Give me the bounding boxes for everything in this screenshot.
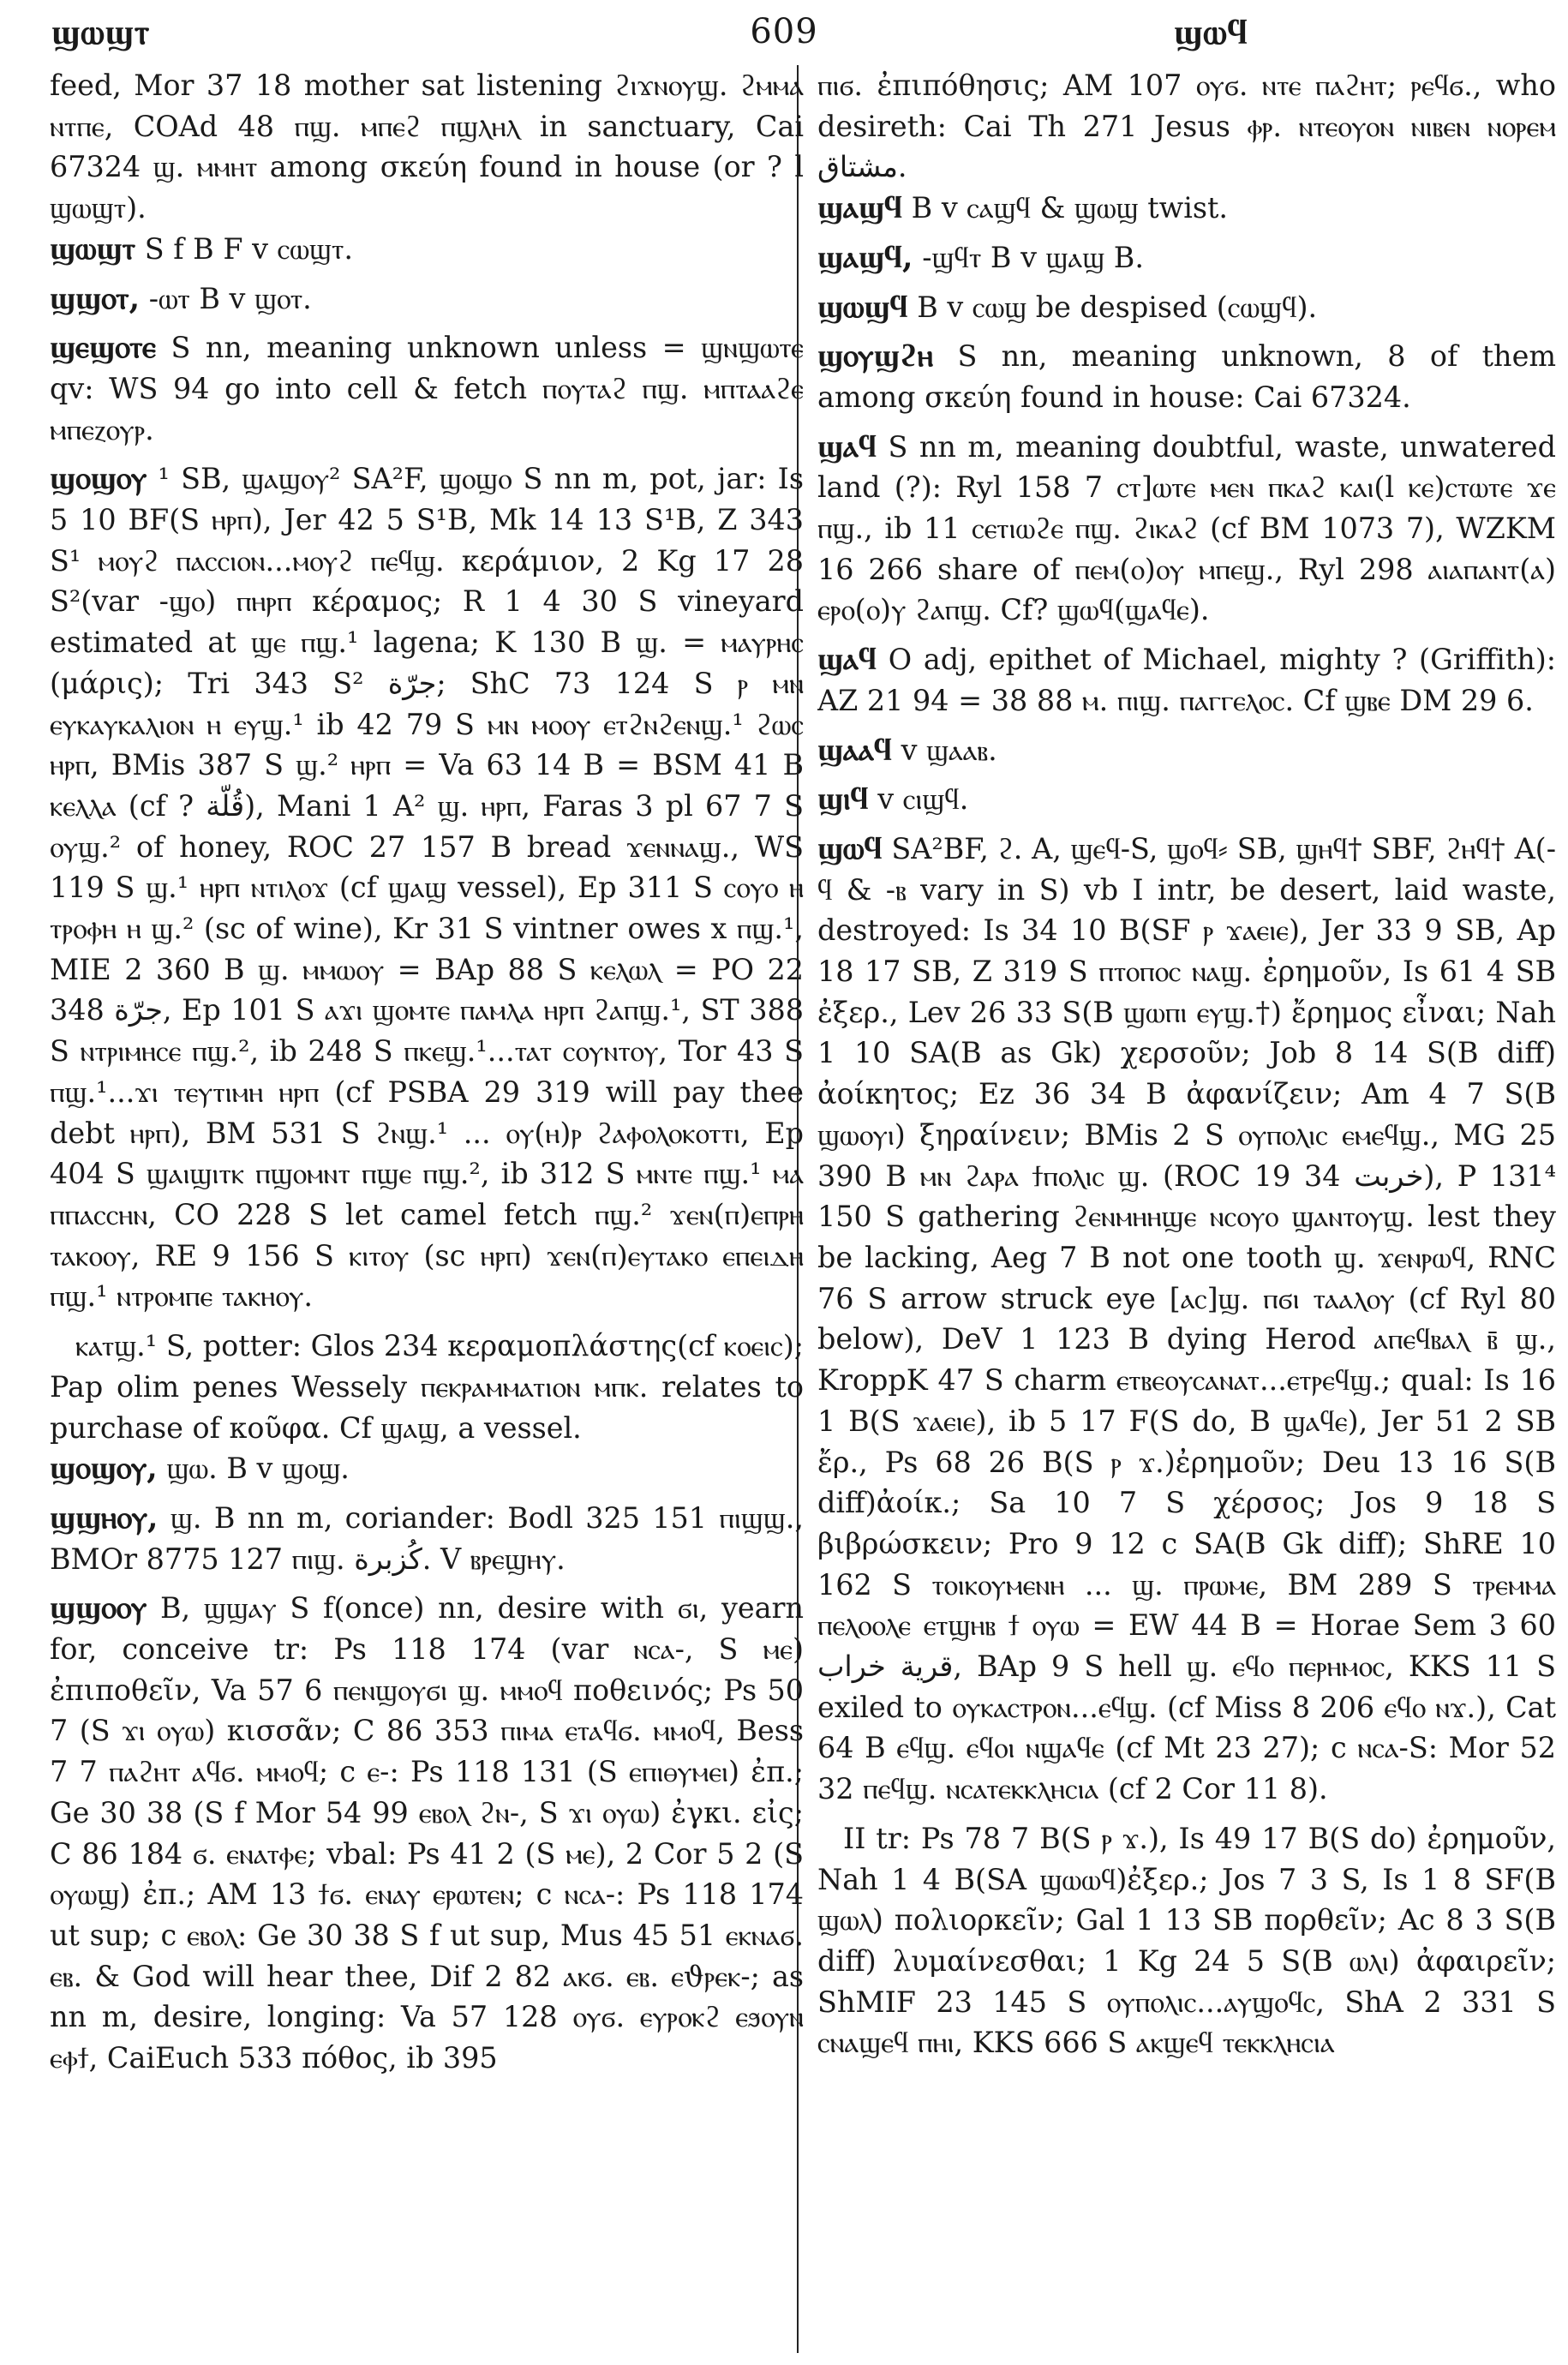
entry-headword: ϣⲱϥ xyxy=(817,829,883,866)
dictionary-entry xyxy=(817,65,1556,188)
page-header xyxy=(0,7,1568,58)
entry-text: B v ⲥⲁϣϥ & ϣⲱϣ twist. xyxy=(911,191,1229,225)
entry-headword: ϣⲁϥ xyxy=(817,428,877,464)
dictionary-entry xyxy=(817,730,1556,771)
entry-text: B, ϣϣⲁⲩ S f(once) nn, desire with ϭⲓ, yearn for, conceive tr: Ps 118 174 (var ⲛⲥⲁ-, S ⲙⲉ) ἐπιποθεῖν, Va 57 6 ⲡⲉⲛϣⲟⲩϭⲓ ϣ. ⲙⲙⲟϥ ποθεινός; Ps 50 7 (S ϫⲓ ⲟⲩⲱ) κισσᾶν; C 86 353 ⲡⲓⲙⲁ ⲉⲧⲁϥϭ. ⲙⲙⲟϥ, Bess 7 7 ⲡⲁϩⲏⲧ ⲁϥϭ. ⲙⲙⲟϥ; c ⲉ-: Ps 118 131 (S ⲉⲡⲓⲑⲩⲙⲉⲓ) ἐπ.; Ge 30 38 (S f Mor 54 99 ⲉⲃⲟⲗ ϩⲛ-, S ϫⲓ ⲟⲩⲱ) ἐγκι. εἰς; C 86 184 ϭ. ⲉⲛⲁⲧⲫⲉ; vbal: Ps 41 2 (S ⲙⲉ), 2 Cor 5 2 (S ⲟⲩⲱϣ) ἐπ.; AM 13 ϯϭ. ⲉⲛⲁⲩ ⲉⲣⲱⲧⲉⲛ; c ⲛⲥⲁ-: Ps 118 174 ut sup; c ⲉⲃⲟⲗ: Ge 30 38 S f ut sup, Mus 45 51 ⲉⲕⲛⲁϭ. ⲉⲃ. & God will hear thee, Dif 2 82 ⲁⲕϭ. ⲉⲃ. ⲉϑⲣⲉⲕ-; as nn m, desire, longing: Va 57 128 ⲟⲩϭ. ⲉⲩⲣⲟⲕϩ ⲉϧⲟⲩⲛ ⲉⲫϯ, CaiEuch 533 πόθος, ib 395 xyxy=(50,1591,804,2075)
running-head-right: ϣⲱϥ xyxy=(1174,12,1248,52)
running-head-left: ϣⲱϣⲧ xyxy=(51,12,151,52)
dictionary-entry xyxy=(817,1818,1556,2063)
left-column xyxy=(50,65,804,2353)
dictionary-entry xyxy=(50,1588,804,2078)
entry-text: II tr: Ps 78 7 B(S ⲣ ϫ.), Is 49 17 B(S do) ἐρημοῦν, Nah 1 4 B(SA ϣⲱⲱϥ)ἐξερ.; Jos 7 3 S, Is 1 8 SF(B ϣⲱⲗ) πολιορκεῖν; Gal 1 13 SB πορθεῖν; Ac 8 3 S(B diff) λυμαίνεσθαι; 1 Kg 24 5 S(B ⲱⲗⲓ) ἀφαιρεῖν; ShMIF 23 145 S ⲟⲩⲡⲟⲗⲓⲥ...ⲁⲩϣⲟϥⲥ, ShA 2 331 S ⲥⲛⲁϣⲉϥ ⲡⲏⲓ, KKS 666 S ⲁⲕϣⲉϥ ⲧⲉⲕⲕⲗⲏⲥⲓⲁ xyxy=(817,1821,1556,2060)
entry-headword: ϣⲟϣⲟⲩ, xyxy=(50,1450,158,1487)
dictionary-entry xyxy=(50,1448,804,1489)
entry-headword: ϣϣⲟⲧ, xyxy=(50,279,141,316)
dictionary-entry xyxy=(817,779,1556,820)
entry-headword: ϣⲁⲁϥ xyxy=(817,731,893,768)
entry-text: O adj, epithet of Michael, mighty ? (Griffith): AZ 21 94 = 38 88 ⲙ. ⲡⲓϣ. ⲡⲁⲅⲅⲉⲗⲟⲥ. Cf ϣⲃⲉ DM 29 6. xyxy=(817,643,1556,717)
entry-text: S f B F v ⲥⲱϣⲧ. xyxy=(144,231,353,266)
dictionary-entry xyxy=(50,327,804,450)
entry-headword: ϣⲱϣⲧ xyxy=(50,230,136,266)
entry-text: SA²BF, ϩ. A, ϣⲉϥ-S, ϣⲟϥ⸗ SB, ϣⲏϥ† SBF, ϩⲏϥ† A(-ϥ & -ⲃ vary in S) vb I intr, be desert, laid waste, destroyed: Is 34 10 B(SF ⲣ ϫⲁⲉⲓⲉ), Jer 33 9 SB, Ap 18 17 SB, Z 319 S ⲡⲧⲟⲡⲟⲥ ⲛⲁϣ. ἐρημοῦν, Is 61 4 SB ἐξερ., Lev 26 33 S(B ϣⲱⲡⲓ ⲉⲩϣ.†) ἔρημος εἶναι; Nah 1 10 SA(B as Gk) χερσοῦν; Job 8 14 S(B diff) ἀοίκητος; Ez 36 34 B ἀφανίζειν; Am 4 7 S(B ϣⲱⲟⲩⲓ) ξηραίνειν; BMis 2 S ⲟⲩⲡⲟⲗⲓⲥ ⲉⲙⲉϥϣ., MG 25 390 B ⲙⲛ ϩⲁⲣⲁ ϯⲡⲟⲗⲓⲥ ϣ. (ROC 19 34 ﺧﺮﺑﺖ), P 131⁴ 150 S gathering ϩⲉⲛⲙⲏⲏϣⲉ ⲛⲥⲟⲩⲟ ϣⲁⲛⲧⲟⲩϣ. lest they be lacking, Aeg 7 B not one tooth ϣ. ϫⲉⲛⲣⲱϥ, RNC 76 S arrow struck eye [ⲁⲥ]ϣ. ⲡϭⲓ ⲧⲁⲁⲗⲟⲩ (cf Ryl 80 below), DeV 1 123 B dying Herod ⲁⲡⲉϥⲃⲁⲗ ⲃ̄ ϣ., KroppK 47 S charm ⲉⲧⲃⲉⲟⲩⲥⲁⲛⲁⲧ...ⲉⲧⲣⲉϥϣ.; qual: Is 16 1 B(S ϫⲁⲉⲓⲉ), ib 5 17 F(S do, B ϣⲁϥⲉ), Jer 51 2 SB ἔρ., Ps 68 26 B(S ⲣ ϫ.)ἐρημοῦν; Deu 13 16 S(B diff)ἀοίκ.; Sa 10 7 S χέρσος; Jos 9 18 S βιβρώσκειν; Pro 9 12 c SA(B Gk diff); ShRE 10 162 S ⲧⲟⲓⲕⲟⲩⲙⲉⲛⲏ ... ϣ. ⲡⲣⲱⲙⲉ, BM 289 S ⲧⲣⲉⲙⲙⲁ ⲡⲉⲗⲟⲟⲗⲉ ⲉⲧϣⲏⲃ ϯ ⲟⲩⲱ = EW 44 B = Horae Sem 3 60 ﻗﺮﻳﺔ ﺧﺮﺍﺏ, BAp 9 S hell ϣ. ⲉϥⲟ ⲡⲉⲣⲏⲙⲟⲥ, KKS 11 S exiled to ⲟⲩⲕⲁⲥⲧⲣⲟⲛ...ⲉϥϣ. (cf Miss 8 206 ⲉϥⲟ ⲛϫ.), Cat 64 B ⲉϥϣ. ⲉϥⲟⲓ ⲛϣⲁϥⲉ (cf Mt 23 27); c ⲛⲥⲁ-S: Mor 52 32 ⲡⲉϥϣ. ⲛⲥⲁⲧⲉⲕⲕⲗⲏⲥⲓⲁ (cf 2 Cor 11 8). xyxy=(817,831,1556,1806)
entry-text: -ⲱⲧ B v ϣⲟⲧ. xyxy=(148,281,312,315)
entry-headword: ϣⲟⲩϣϩⲏ xyxy=(817,338,934,374)
dictionary-entry xyxy=(817,188,1556,229)
dictionary-entry xyxy=(50,229,804,270)
entry-text: feed, Mor 37 18 mother sat listening ϩⲓϫⲛⲟⲩϣ. ϩⲙⲙⲁ ⲛⲧⲡⲉ, COAd 48 ⲡϣ. ⲙⲡⲉϩ ⲡϣⲗⲏⲗ in sanctuary, Cai 67324 ϣ. ⲙⲙⲏⲧ among σκεύη found in house (or ? l ϣⲱϣⲧ). xyxy=(50,69,804,225)
entry-headword: ϣⲁϣϥ xyxy=(817,189,903,226)
dictionary-entry xyxy=(817,287,1556,328)
entry-text: ¹ SB, ϣⲁϣⲟⲩ² SA²F, ϣⲟϣⲟ S nn m, pot, jar: Is 5 10 BF(S ⲏⲣⲡ), Jer 42 5 S¹B, Mk 14 13 S¹B, Z 343 S¹ ⲙⲟⲩϩ ⲡⲁⲥⲥⲓⲟⲛ...ⲙⲟⲩϩ ⲡⲉϥϣ. κεράμιον, 2 Kg 17 28 S²(var -ϣⲟ) ⲡⲏⲣⲡ κέραμος; R 1 4 30 S vineyard estimated at ϣⲉ ⲡϣ.¹ lagena; K 130 B ϣ. = ⲙⲁⲩⲣⲏⲥ (μάρις); Tri 343 S² ﺟﺮّﺓ; ShC 73 124 S ⲣ ⲙⲛ ⲉⲩⲕⲁⲩⲕⲁⲗⲓⲟⲛ ⲏ ⲉⲩϣ.¹ ib 42 79 S ⲙⲛ ⲙⲟⲟⲩ ⲉⲧϩⲛϩⲉⲛϣ.¹ ϩⲱⲥ ⲏⲣⲡ, BMis 387 S ϣ.² ⲏⲣⲡ = Va 63 14 B = BSM 41 B ⲕⲉⲗⲗⲁ (cf ? ﻗُﻠّﺔ), Mani 1 A² ϣ. ⲏⲣⲡ, Faras 3 pl 67 7 S ⲟⲩϣ.² of honey, ROC 27 157 B bread ϫⲉⲛⲛⲁϣ., WS 119 S ϣ.¹ ⲏⲣⲡ ⲛⲧⲓⲗⲟϫ (cf ϣⲁϣ vessel), Ep 311 S ⲥⲟⲩⲟ ⲏ ⲧⲣⲟⲫⲏ ⲏ ϣ.² (sc of wine), Kr 31 S vintner owes x ⲡϣ.¹, MIE 2 360 B ϣ. ⲙⲙⲱⲟⲩ = BAp 88 S ⲕⲉⲗⲱⲗ = PO 22 348 ﺟﺮّﺓ, Ep 101 S ⲁϫⲓ ϣⲟⲙⲧⲉ ⲡⲁⲙⲗⲁ ⲏⲣⲡ ϩⲁⲡϣ.¹, ST 388 S ⲛⲧⲣⲓⲙⲏⲥⲉ ⲡϣ.², ib 248 S ⲡⲕⲉϣ.¹...ⲧⲁⲧ ⲥⲟⲩⲛⲧⲟⲩ, Tor 43 S ⲡϣ.¹...ϫⲓ ⲧⲉⲩⲧⲓⲙⲏ ⲏⲣⲡ (cf PSBA 29 319 will pay thee debt ⲏⲣⲡ), BM 531 S ϩⲛϣ.¹ ... ⲟⲩ(ⲏ)ⲣ ϩⲁⲫⲟⲗⲟⲕⲟⲧⲧⲓ, Ep 404 S ϣⲁⲓϣⲓⲧⲕ ⲡϣⲟⲙⲛⲧ ⲡϣⲉ ⲡϣ.², ib 312 S ⲙⲛⲧⲉ ⲡϣ.¹ ⲙⲁ ⲡⲡⲁⲥⲥⲏⲛ, CO 228 S let camel fetch ⲡϣ.² ϫⲉⲛ(ⲡ)ⲉⲡⲣⲏ ⲧⲁⲕⲟⲟⲩ, RE 9 156 S ⲕⲓⲧⲟⲩ (sc ⲏⲣⲡ) ϫⲉⲛ(ⲡ)ⲉⲩⲧⲁⲕⲟ ⲉⲡⲉⲓⲇⲏ ⲡϣ.¹ ⲛⲧⲣⲟⲙⲡⲉ ⲧⲁⲕⲏⲟⲩ. xyxy=(50,462,804,1314)
dictionary-entry xyxy=(817,639,1556,721)
entry-headword: ϣⲁϥ xyxy=(817,641,877,678)
page-number: 609 xyxy=(750,12,818,51)
dictionary-entry xyxy=(817,237,1556,278)
entry-text: ⲕⲁⲧϣ.¹ S, potter: Glos 234 κεραμοπλάστης(cf ⲕⲟⲉⲓⲥ); Pap olim penes Wessely ⲡⲉⲕⲣⲁⲙⲙⲁⲧⲓⲟⲛ ⲙⲡⲕ. relates to purchase of κοῦφα. Cf ϣⲁϣ, a vessel. xyxy=(50,1329,804,1445)
entry-text: v ϣⲁⲁⲃ. xyxy=(901,733,997,767)
entry-text: ⲡⲓϭ. ἐπιπόθησις; AM 107 ⲟⲩϭ. ⲛⲧⲉ ⲡⲁϩⲏⲧ; ⲣⲉϥϭ., who desireth: Cai Th 271 Jesus ⲫⲣ. ⲛⲧⲉⲟⲩⲟⲛ ⲛⲓⲃⲉⲛ ⲛⲟⲣⲉⲙ ﻣﺸﺘﺎق. xyxy=(817,69,1556,184)
dictionary-entry xyxy=(817,829,1556,1810)
entry-text: S nn, meaning unknown unless = ϣⲛϣⲱⲧⲉ qv: WS 94 go into cell & fetch ⲡⲟⲩⲧⲁϩ ⲡϣ. ⲙⲡⲧⲁⲁϩⲉ ⲙⲡⲉⲍⲟⲩⲣ. xyxy=(50,331,804,446)
dictionary-entry xyxy=(817,336,1556,417)
entry-headword: ϣⲉϣⲟⲧⲉ xyxy=(50,329,156,366)
entry-text: v ⲥⲓϣϥ. xyxy=(877,782,969,817)
entry-headword: ϣⲁϣϥ, xyxy=(817,238,913,275)
entry-text: ϣⲱ. B v ϣⲟϣ. xyxy=(166,1452,350,1486)
entry-headword: ϣⲟϣⲟⲩ xyxy=(50,460,147,497)
dictionary-entry xyxy=(50,1326,804,1448)
entry-text: ϣ. B nn m, coriander: Bodl 325 151 ⲡⲓϣϣ., BMOr 8775 127 ⲡⲓϣ. ﻛُﺰﺑﺮﺓ. V ⲃⲣⲉϣⲏⲩ. xyxy=(50,1500,804,1576)
dictionary-entry xyxy=(817,427,1556,632)
dictionary-entry xyxy=(50,458,804,1317)
dictionary-entry xyxy=(50,65,804,229)
dictionary-entry xyxy=(50,1498,804,1579)
entry-headword: ϣϣⲟⲟⲩ xyxy=(50,1590,147,1626)
entry-headword: ϣⲱϣϥ xyxy=(817,288,908,325)
entry-headword: ϣϣⲏⲟⲩ, xyxy=(50,1499,159,1536)
entry-headword: ϣⲓϥ xyxy=(817,781,869,817)
dictionary-entry xyxy=(50,278,804,320)
entry-text: S nn, meaning unknown, 8 of them among σκεύη found in house: Cai 67324. xyxy=(817,339,1556,414)
entry-text: -ϣϥⲧ B v ϣⲁϣ B. xyxy=(922,240,1144,274)
right-column xyxy=(817,65,1556,2353)
entry-text: B v ⲥⲱϣ be despised (ⲥⲱϣϥ). xyxy=(917,290,1318,324)
entry-text: S nn m, meaning doubtful, waste, unwatered land (?): Ryl 158 7 ⲥⲧ]ⲱⲧⲉ ⲙⲉⲛ ⲡⲕⲁϩ ⲕⲁⲓ(l ⲕⲉ)ⲥⲧⲱⲧⲉ ϫⲉ ⲡϣ., ib 11 ⲥⲉⲧⲓⲱϩⲉ ⲡϣ. ϩⲓⲕⲁϩ (cf BM 1073 7), WZKM 16 266 share of ⲡⲉⲙ(ⲟ)ⲟⲩ ⲙⲡⲉϣ., Ryl 298 ⲁⲓⲁⲡⲁⲛⲧ(ⲁ) ⲉⲣⲟ(ⲟ)ⲩ ϩⲁⲡϣ. Cf? ϣⲱϥ(ϣⲁϥⲉ). xyxy=(817,429,1556,627)
